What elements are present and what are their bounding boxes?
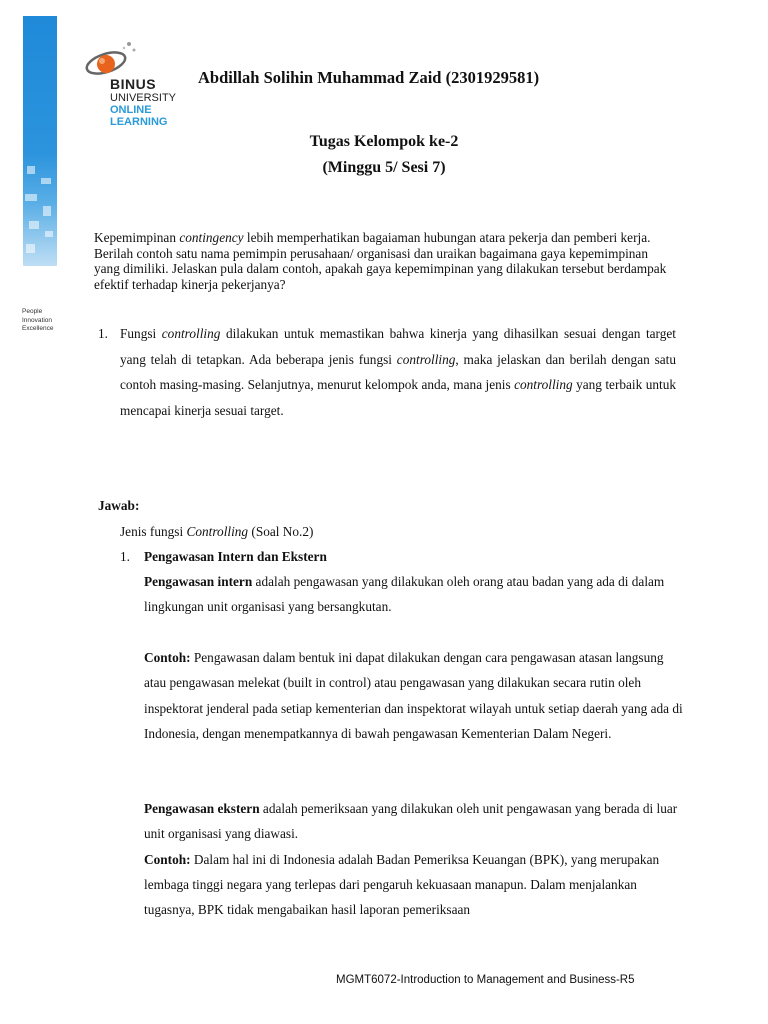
answer-item-title: Pengawasan Intern dan Ekstern [144,549,327,564]
ekstern-paragraph: Pengawasan ekstern adalah pemeriksaan yang dilakukan oleh unit pengawasan yang berada di luar unit organisasi yang diawasi. Contoh: Dalam hal ini di Indonesia adalah Badan Pemeriksa Keuangan (BPK), yang merupakan lembaga tinggi negara yang terlepas dari pengaruh kekuasaan manapun. Dalam menjalankan tugasnya, BPK tidak mengabaikan hasil laporan pemeriksaan [144,801,678,918]
tagline [22,308,53,334]
logo-line: UNIVERSITY [110,92,177,104]
author-name: Abdillah Solihin Muhammad Zaid (2301929581) [198,68,540,87]
logo-wordmark [110,76,176,128]
question-number: 1. [98,326,108,341]
intern-paragraph: Pengawasan intern adalah pengawasan yang dilakukan oleh orang atau badan yang ada di dalam lingkungan unit organisasi yang bersangkutan. [144,574,665,615]
logo-brand: BINUS [110,76,157,92]
page-footer: MGMT6072-Introduction to Management and Business-R5 [336,974,635,986]
answer-intro: Jenis fungsi Controlling (Soal No.2) [120,524,314,539]
logo-line: LEARNING [110,116,168,128]
binus-logo [80,36,200,136]
answer-item-number: 1. [120,549,130,564]
answer-heading: Jawab: [98,498,140,513]
question-text: Fungsi controlling dilakukan untuk memastikan bahwa kinerja yang dihasilkan sesuai dengan target yang telah di tetapkan. Ada beberapa jenis fungsi controlling, maka jelaskan dan berilah dengan satu contoh masing-masing. Selanjutnya, menurut kelompok anda, mana jenis controlling yang terbaik untuk mencapai kinerja sesuai target. [120,326,677,418]
intro-paragraph: Kepemimpinan contingency lebih memperhatikan bagaiaman hubungan atara pekerja dan pemberi kerja. Berilah contoh satu nama pemimpin perusahaan/ organisasi dan uraikan bagaimana gaya kepemimpinan yang dimiliki. Jelaskan pula dalam contoh, apakah gaya kepemimpinan yang dilakukan tersebut berdampak efektif terhadap kinerja pekerjanya? [94,230,667,292]
page-title: Tugas Kelompok ke-2 [309,133,459,150]
tagline-line: Innovation [22,316,52,324]
logo-line: ONLINE [110,104,152,116]
contoh-paragraph: Contoh: Pengawasan dalam bentuk ini dapat dilakukan dengan cara pengawasan atasan langsung atau pengawasan melekat (built in control) atau pengawasan yang dilakukan secara rutin oleh inspektorat jenderal pada setiap kementerian dan inspektorat wilayah untuk setiap daerah yang ada di Indonesia, dengan menempatkannya di bawah pengawasan Kementerian Dalam Negeri. [144,650,683,741]
tagline-line: People [22,308,43,315]
page-subtitle: (Minggu 5/ Sesi 7) [322,159,446,176]
question-item [94,321,676,423]
tagline-line: Excellence [22,325,54,332]
